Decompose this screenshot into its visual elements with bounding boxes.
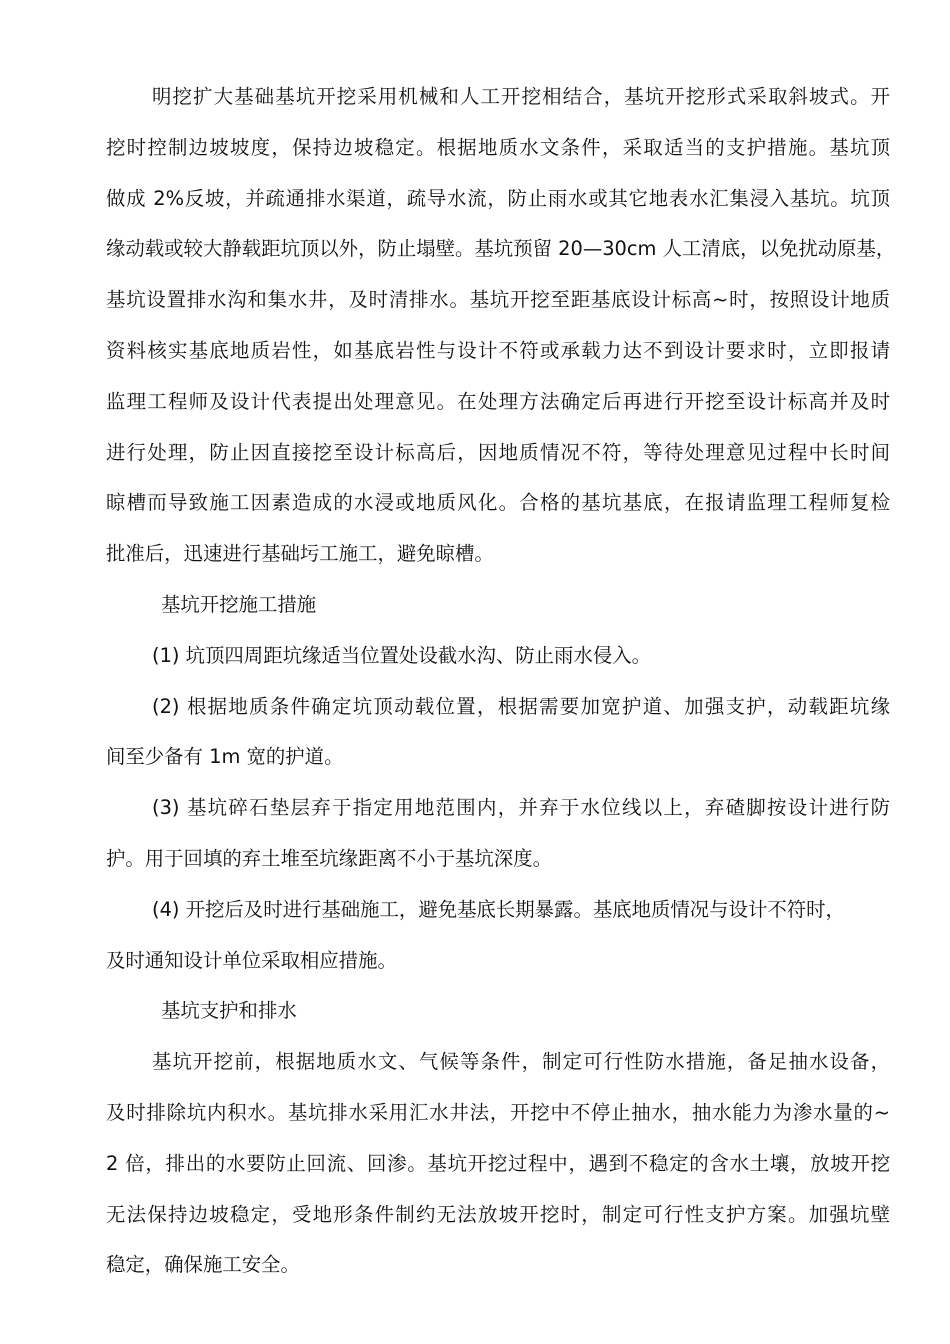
text-line: 明挖扩大基础基坑开挖采用机械和人工开挖相结合，基坑开挖形式采取斜坡式。开 [152, 85, 890, 108]
paragraph-support [106, 1037, 890, 1291]
list-item [106, 631, 890, 682]
text-line: (1) 坑顶四周距坑缘适当位置处设截水沟、防止雨水侵入。 [152, 643, 652, 667]
text-line: 基坑设置排水沟和集水井，及时清排水。基坑开挖至距基底设计标高~时，按照设计地质 [106, 288, 890, 312]
text-line: 2 倍，排出的水要防止回流、回渗。基坑开挖过程中，遇到不稳定的含水土壤，放坡开挖 [106, 1151, 890, 1175]
list-item [106, 682, 890, 784]
text-line: 基坑开挖前，根据地质水文、气候等条件，制定可行性防水措施，备足抽水设备， [152, 1050, 890, 1074]
text-line: 进行处理，防止因直接挖至设计标高后，因地质情况不符，等待处理意见过程中长时间 [106, 440, 890, 464]
list-item [106, 885, 890, 987]
text-line: 稳定，确保施工安全。 [106, 1253, 300, 1277]
text-line: 无法保持边坡稳定，受地形条件制约无法放坡开挖时，制定可行性支护方案。加强坑壁 [106, 1202, 890, 1226]
text-line: 资料核实基底地质岩性，如基底岩性与设计不符或承载力达不到设计要求时，立即报请 [106, 338, 890, 362]
text-line: (3) 基坑碎石垫层弃于指定用地范围内，并弃于水位线以上，弃碴脚按设计进行防 [152, 796, 890, 820]
paragraph-intro [106, 72, 896, 580]
text-line: 监理工程师及设计代表提出处理意见。在处理方法确定后再进行开挖至设计标高并及时 [106, 389, 890, 413]
text-line: (4) 开挖后及时进行基础施工，避免基底长期暴露。基底地质情况与设计不符时， [152, 897, 845, 921]
text-line: (2) 根据地质条件确定坑顶动载位置，根据需要加宽护道、加强支护，动载距坑缘 [152, 694, 890, 718]
text-line: 及时通知设计单位采取相应措施。 [106, 948, 397, 972]
list-item [106, 783, 890, 885]
text-line: 缘动载或较大静载距坑顶以外，防止塌壁。基坑预留 20—30cm 人工清底，以免扰动原基， [106, 237, 896, 261]
text-line: 做成 2%反坡，并疏通排水渠道，疏导水流，防止雨水或其它地表水汇集浸入基坑。坑顶 [106, 186, 890, 210]
text-line: 批准后，迅速进行基础圬工施工，避免晾槽。 [106, 542, 494, 566]
text-line: 挖时控制边坡坡度，保持边坡稳定。根据地质水文条件，采取适当的支护措施。基坑顶 [106, 135, 890, 159]
text-line: 及时排除坑内积水。基坑排水采用汇水井法，开挖中不停止抽水，抽水能力为渗水量的~ [106, 1100, 890, 1124]
text-line: 间至少备有 1m 宽的护道。 [106, 745, 344, 769]
text-line: 晾槽而导致施工因素造成的水浸或地质风化。合格的基坑基底，在报请监理工程师复检 [106, 491, 890, 515]
section-heading-excavation: 基坑开挖施工措施 [161, 592, 317, 616]
section-heading-support: 基坑支护和排水 [161, 999, 297, 1023]
text-line: 护。用于回填的弃土堆至坑缘距离不小于基坑深度。 [106, 846, 552, 870]
document-page [106, 72, 896, 1291]
